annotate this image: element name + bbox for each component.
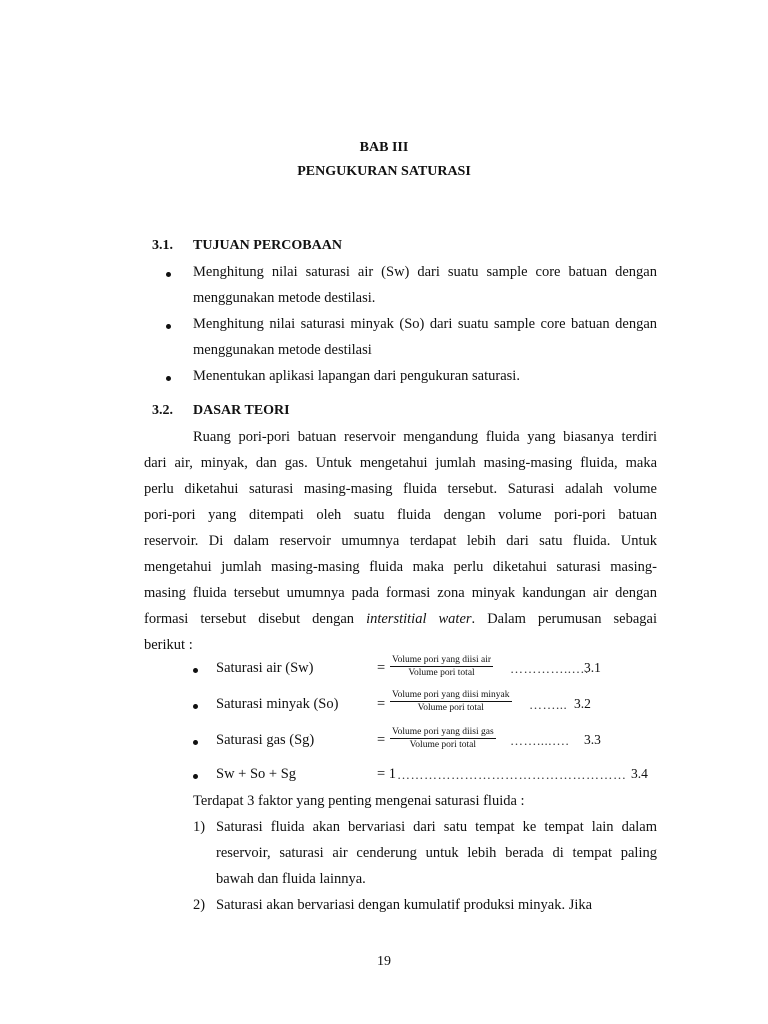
paragraph-line: reservoir. Di dalam reservoir umumnya terdapat lebih dari satu fluida. Untuk <box>144 533 657 549</box>
objective-line: Menghitung nilai saturasi minyak (So) dari suatu sample core batuan dengan <box>193 316 657 332</box>
italic-term: interstitial water <box>366 611 472 627</box>
fraction-denominator: Volume pori total <box>417 703 484 713</box>
fraction <box>390 690 512 713</box>
bullet-icon <box>193 668 198 673</box>
equals-sign: = <box>377 660 386 676</box>
list-number: 2) <box>193 897 206 913</box>
objective-line: menggunakan metode destilasi <box>193 342 372 358</box>
equation-number: 3.3 <box>584 732 601 747</box>
fraction-denominator: Volume pori total <box>409 740 476 750</box>
paragraph-line: dari air, minyak, dan gas. Untuk mengetahui jumlah masing-masing fluida, maka <box>144 455 657 471</box>
equation-number: 3.4 <box>631 766 648 781</box>
chapter-number: BAB III <box>359 140 409 155</box>
paragraph-line: masing fluida tersebut umumnya pada formasi zona minyak kandungan air dengan <box>144 585 657 601</box>
equation-number: 3.1 <box>584 660 601 675</box>
equals-sign: = <box>377 732 386 748</box>
fraction <box>390 727 496 750</box>
bullet-icon <box>193 774 198 779</box>
paragraph-line: Ruang pori-pori batuan reservoir mengandung fluida yang biasanya terdiri <box>193 429 657 445</box>
chapter-title: PENGUKURAN SATURASI <box>297 164 471 179</box>
objective-line: Menentukan aplikasi lapangan dari pengukuran saturasi. <box>193 368 520 384</box>
equation-label: Saturasi air (Sw) <box>216 660 314 676</box>
paragraph-line: perlu diketahui saturasi masing-masing fluida tersebut. Saturasi adalah volume <box>144 481 657 497</box>
list-number: 1) <box>193 819 206 835</box>
bullet-icon <box>193 740 198 745</box>
list-line: Saturasi fluida akan bervariasi dari satu tempat ke tempat lain dalam <box>216 819 657 835</box>
bullet-icon <box>166 376 171 381</box>
section-title: TUJUAN PERCOBAAN <box>193 238 342 253</box>
bullet-icon <box>166 272 171 277</box>
fraction <box>390 655 493 678</box>
page-number: 19 <box>377 954 391 969</box>
equation-label: Sw + So + Sg <box>216 766 297 782</box>
list-line: bawah dan fluida lainnya. <box>216 871 366 887</box>
leader-dots: ……....…. <box>510 733 570 748</box>
fraction-numerator: Volume pori yang diisi minyak <box>392 690 510 700</box>
leader-dots: …………………………………………… <box>397 767 627 782</box>
leader-dots: ……... <box>529 697 568 712</box>
section-number: 3.2. <box>152 403 173 418</box>
leader-dots: …………..…. <box>510 661 589 676</box>
paragraph-line: mengetahui jumlah masing-masing fluida maka perlu diketahui saturasi masing- <box>144 559 657 575</box>
objective-line: menggunakan metode destilasi. <box>193 290 376 306</box>
equation-label: Saturasi gas (Sg) <box>216 732 315 748</box>
equation-label: Saturasi minyak (So) <box>216 696 339 712</box>
list-line: reservoir, saturasi air cenderung untuk lebih berada di tempat paling <box>216 845 657 861</box>
fraction-denominator: Volume pori total <box>408 668 475 678</box>
list-line: Saturasi akan bervariasi dengan kumulatif produksi minyak. Jika <box>216 897 593 913</box>
paragraph-line: berikut : <box>144 637 193 653</box>
fraction-numerator: Volume pori yang diisi air <box>392 655 492 665</box>
equation-number: 3.2 <box>574 696 591 711</box>
equals-sign: = 1 <box>377 766 397 782</box>
equals-sign: = <box>377 696 386 712</box>
fraction-numerator: Volume pori yang diisi gas <box>392 727 494 737</box>
factors-intro: Terdapat 3 faktor yang penting mengenai saturasi fluida : <box>193 793 525 809</box>
bullet-icon <box>166 324 171 329</box>
section-title: DASAR TEORI <box>193 403 290 418</box>
text-run: . Dalam perumusan sebagai <box>471 611 657 627</box>
text-run: formasi tersebut disebut dengan <box>144 611 355 627</box>
paragraph-line: pori-pori yang ditempati oleh suatu fluida dengan volume pori-pori batuan <box>144 507 657 523</box>
objective-line: Menghitung nilai saturasi air (Sw) dari suatu sample core batuan dengan <box>193 264 657 280</box>
paragraph-line <box>144 611 657 628</box>
bullet-icon <box>193 704 198 709</box>
section-number: 3.1. <box>152 238 173 253</box>
